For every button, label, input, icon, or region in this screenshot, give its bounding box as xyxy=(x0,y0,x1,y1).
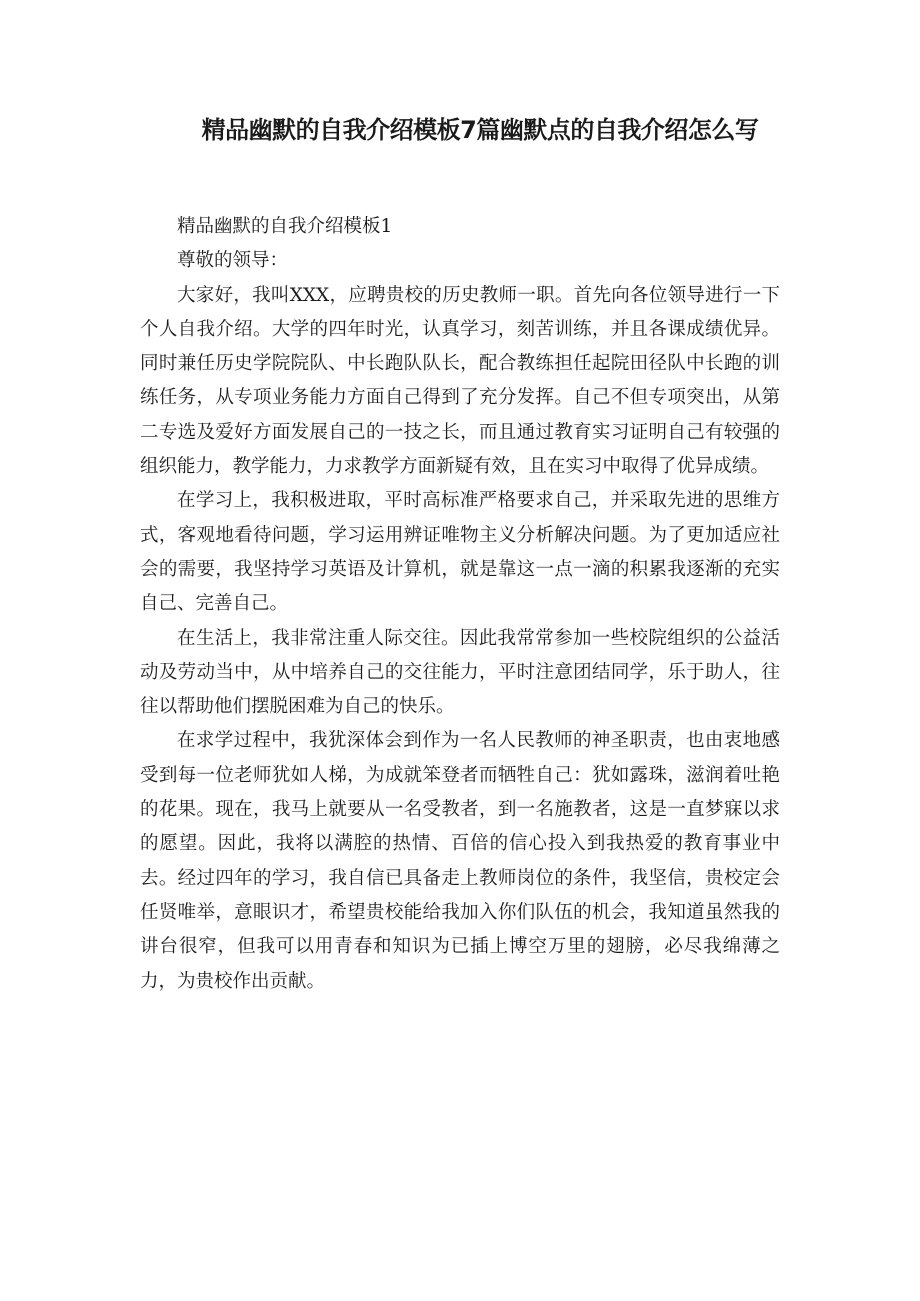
document-body xyxy=(140,210,780,999)
paragraph-life: 在生活上，我非常注重人际交往。因此我常常参加一些校院组织的公益活动及劳动当中，从中培养自己的交往能力，平时注意团结同学，乐于助人，往往以帮助他们摆脱困难为自己的快乐。 xyxy=(140,627,780,718)
section-heading: 精品幽默的自我介绍模板1 xyxy=(177,216,393,237)
paragraph-study: 在学习上，我积极进取，平时高标准严格要求自己，并采取先进的思维方式，客观地看待问题，学习运用辨证唯物主义分析解决问题。为了更加适应社会的需要，我坚持学习英语及计算机，就是靠这一点一滴的积累我逐渐的充实自己、完善自己。 xyxy=(140,490,780,615)
paragraph-intro: 大家好，我叫XXX，应聘贵校的历史教师一职。首先向各位领导进行一下个人自我介绍。大学的四年时光，认真学习，刻苦训练，并且各课成绩优异。同时兼任历史学院院队、中长跑队队长，配合教练担任起院田径队中长跑的训练任务，从专项业务能力方面自己得到了充分发挥。自己不但专项突出，从第二专选及爱好方面发展自己的一技之长，而且通过教育实习证明自己有较强的组织能力，教学能力，力求教学方面新疑有效，且在实习中取得了优异成绩。 xyxy=(140,284,780,478)
paragraph-aspiration: 在求学过程中，我犹深体会到作为一名人民教师的神圣职责，也由衷地感受到每一位老师犹如人梯，为成就笨登者而牺牲自己：犹如露珠，滋润着吐艳的花果。现在，我马上就要从一名受教者，到一名施教者，这是一直梦寐以求的愿望。因此，我将以满腔的热情、百倍的信心投入到我热爱的教育事业中去。经过四年的学习，我自信已具备走上教师岗位的条件，我坚信，贵校定会任贤唯举，意眼识才，希望贵校能给我加入你们队伍的机会，我知道虽然我的讲台很窄，但我可以用青春和知识为已插上博空万里的翅膀，必尽我绵薄之力，为贵校作出贡献。 xyxy=(140,730,780,992)
document-title: 精品幽默的自我介绍模板7篇幽默点的自我介绍怎么写 xyxy=(201,116,759,144)
salutation: 尊敬的领导： xyxy=(177,250,289,272)
